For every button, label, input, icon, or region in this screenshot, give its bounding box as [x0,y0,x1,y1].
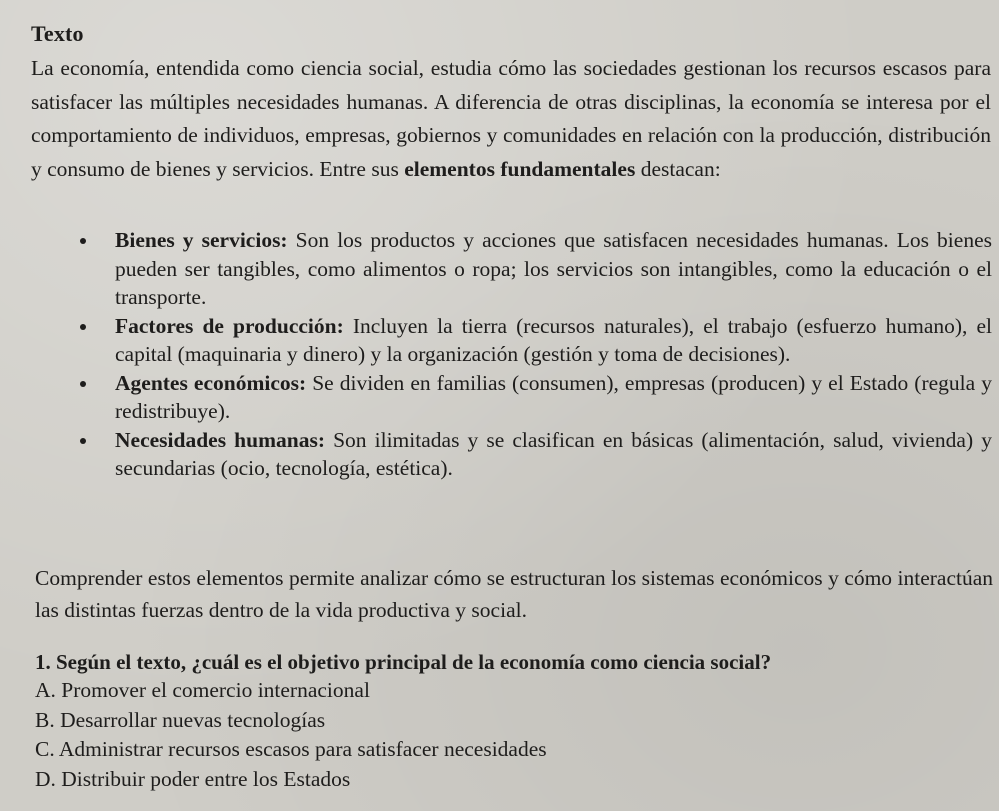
element-description: Son los productos y acciones que satisfacen necesidades humanas. Los bienes pueden ser tangibles, como alimentos o ropa; los servicios son intangibles, como la educación o el transporte. [115,228,992,309]
element-description: Incluyen la tierra (recursos naturales), el trabajo (esfuerzo humano), el capital (maquinaria y dinero) y la organización (gestión y toma de decisiones). [115,313,992,366]
element-term: Necesidades humanas: [115,427,325,452]
element-term: Factores de producción: [115,313,344,338]
element-description: Se dividen en familias (consumen), empresas (producen) y el Estado (regula y redistribuye). [115,370,992,423]
list-item [66,226,992,312]
intro-paragraph [31,52,991,186]
intro-tail: destacan: [635,156,721,181]
answer-option-a[interactable]: A. Promover el comercio internacional [35,678,370,702]
intro-text: La economía, entendida como ciencia social, estudia cómo las sociedades gestionan los recursos escasos para satisfacer las múltiples necesidades humanas. A diferencia de otras disciplinas, la economía se interesa por el comportamiento de individuos, empresas, gobiernos y comunidades en relación con la producción, distribución y consumo de bienes y servicios. Entre sus [31,56,991,181]
list-item [66,312,992,369]
question-text: Según el texto, ¿cuál es el objetivo principal de la economía como ciencia social? [56,650,772,674]
list-item [66,426,992,483]
answer-option-c[interactable]: C. Administrar recursos escasos para satisfacer necesidades [35,737,547,761]
elements-list [66,226,992,483]
answer-option-b[interactable]: B. Desarrollar nuevas tecnologías [35,707,326,732]
intro-bold-phrase: elementos fundamentales [404,156,636,181]
element-term: Agentes económicos: [115,370,307,395]
question-prompt [35,648,993,676]
document-title: Texto [31,21,84,46]
list-item [66,369,992,426]
answer-options [35,676,547,794]
answer-option-d[interactable]: D. Distribuir poder entre los Estados [35,766,351,791]
element-term: Bienes y servicios: [115,228,288,252]
element-description: Son ilimitadas y se clasifican en básicas (alimentación, salud, vivienda) y secundarias (ocio, tecnología, estética). [115,427,992,480]
closing-paragraph: Comprender estos elementos permite analizar cómo se estructuran los sistemas económicos y cómo interactúan las distintas fuerzas dentro de la vida productiva y social. [35,566,993,622]
question-number: 1. [35,650,51,674]
